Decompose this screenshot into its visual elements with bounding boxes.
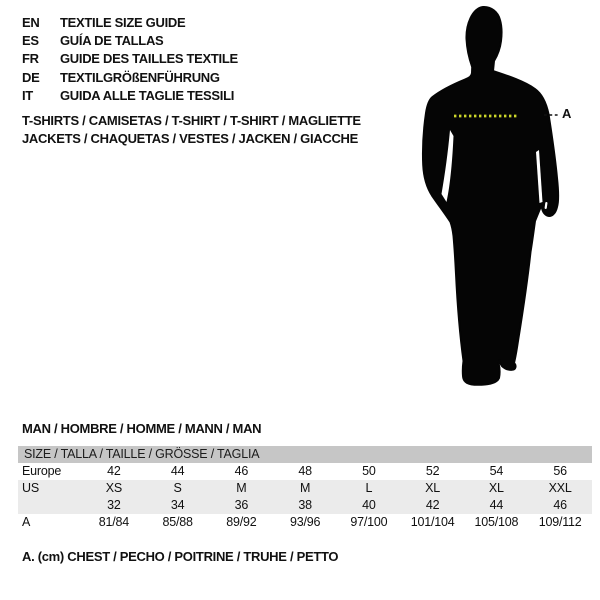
- cell: 54: [489, 464, 504, 478]
- row-label: A: [22, 515, 31, 529]
- cell: 105/108: [474, 515, 519, 529]
- cell: 56: [553, 464, 567, 478]
- language-list: [22, 14, 238, 105]
- language-row: [22, 14, 238, 32]
- language-label: TEXTILGRÖßENFÜHRUNG: [60, 69, 220, 85]
- cell: 42: [107, 464, 121, 478]
- cell: 109/112: [538, 515, 582, 529]
- cell: M: [300, 481, 311, 495]
- language-code: DE: [22, 69, 40, 85]
- language-code: EN: [22, 15, 40, 30]
- cell: XL: [488, 481, 504, 495]
- cell: 48: [298, 464, 312, 478]
- cell: XS: [105, 481, 123, 495]
- language-row: [22, 69, 238, 87]
- table-row-chest-a: [18, 514, 592, 531]
- size-table: [18, 446, 592, 531]
- cell: L: [365, 481, 373, 495]
- category-jackets: JACKETS / CHAQUETAS / VESTES / JACKEN / GIACCHE: [22, 131, 358, 147]
- row-label: US: [22, 481, 39, 495]
- language-label: TEXTILE SIZE GUIDE: [60, 15, 186, 30]
- cell: 81/84: [98, 515, 130, 529]
- language-row: [22, 50, 238, 68]
- cell: 46: [553, 498, 567, 512]
- cell: 101/104: [410, 515, 455, 529]
- language-code: FR: [22, 51, 39, 67]
- language-code: ES: [22, 33, 39, 49]
- cell: 93/96: [289, 515, 321, 529]
- category-list: [22, 112, 361, 148]
- language-row: [22, 32, 238, 50]
- cell: 36: [234, 498, 249, 512]
- language-row: [22, 87, 238, 105]
- category-tshirts: T-SHIRTS / CAMISETAS / T-SHIRT / T-SHIRT / MAGLIETTE: [22, 113, 361, 128]
- row-label: [18, 497, 82, 514]
- cell: XL: [425, 481, 441, 495]
- cell: 34: [170, 498, 185, 512]
- language-code: IT: [22, 87, 33, 103]
- cell: XXL: [548, 481, 572, 495]
- cell: 32: [107, 498, 121, 512]
- cell: 38: [298, 498, 312, 512]
- cell: 89/92: [226, 515, 257, 529]
- language-label: GUIDE DES TAILLES TEXTILE: [60, 51, 238, 67]
- language-label: GUÍA DE TALLAS: [60, 33, 164, 49]
- measure-label-a: A: [562, 106, 572, 121]
- measurement-footnote: A. (cm) CHEST / PECHO / POITRINE / TRUHE / PETTO: [22, 549, 339, 564]
- cell: 44: [170, 464, 185, 478]
- cell: 85/88: [162, 515, 193, 529]
- cell: S: [173, 481, 182, 495]
- table-row-europe: [18, 463, 592, 480]
- cell: 40: [362, 498, 376, 512]
- cell: M: [236, 481, 247, 495]
- language-label: GUIDA ALLE TAGLIE TESSILI: [60, 87, 235, 103]
- man-silhouette-svg: [405, 0, 600, 400]
- size-table-header: SIZE / TALLA / TAILLE / GRÖSSE / TAGLIA: [18, 446, 592, 463]
- cell: 52: [425, 464, 440, 478]
- section-title-man: MAN / HOMBRE / HOMME / MANN / MAN: [22, 421, 262, 436]
- row-label: Europe: [22, 464, 62, 478]
- man-silhouette-figure: [405, 0, 600, 400]
- cell: 44: [489, 498, 504, 512]
- cell: 42: [425, 498, 440, 512]
- cell: 97/100: [350, 515, 388, 529]
- table-row-numeric: [18, 497, 592, 514]
- table-row-us: [18, 480, 592, 497]
- cell: 50: [362, 464, 376, 478]
- cell: 46: [234, 464, 249, 478]
